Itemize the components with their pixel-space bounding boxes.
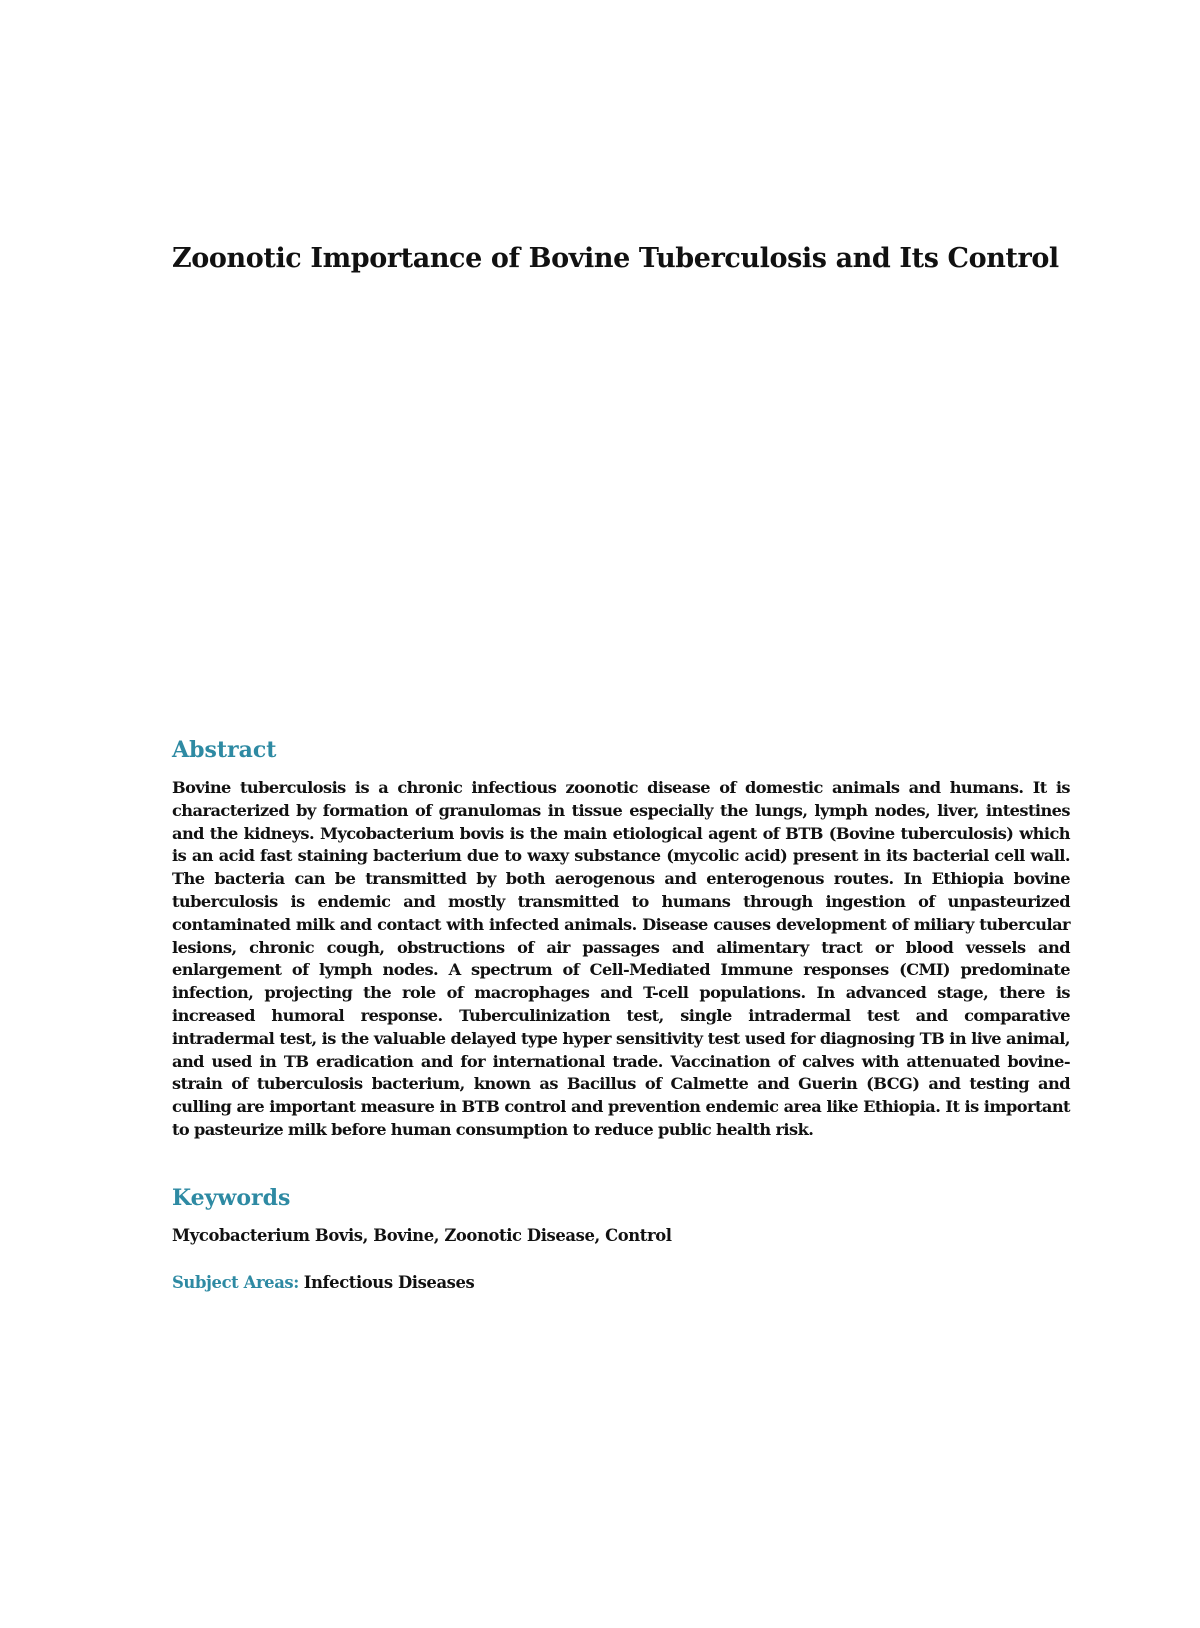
subject-areas-label: Subject Areas: [172, 1273, 299, 1292]
subject-areas [172, 1272, 474, 1294]
abstract-body: Bovine tuberculosis is a chronic infectious zoonotic disease of domestic animals and humans. It is characterized by formation of granulomas in tissue especially the lungs, lymph nodes, liver, intestines and the kidneys. Mycobacterium bovis is the main etiological agent of BTB (Bovine tuberculosis) which is an acid fast staining bacterium due to waxy substance (mycolic acid) present in its bacterial cell wall. The bacteria can be transmitted by both aerogenous and enterogenous routes. In Ethiopia bovine tuberculosis is endemic and mostly transmitted to humans through ingestion of unpasteurized contaminated milk and contact with infected animals. Disease causes development of miliary tubercular lesions, chronic cough, obstructions of air passages and alimentary tract or blood vessels and enlargement of lymph nodes. A spectrum of Cell-Mediated Immune responses (CMI) predominate infection, projecting the role of macrophages and T-cell populations. In advanced stage, there is increased humoral response. Tuberculinization test, single intradermal test and comparative intradermal test, is the valuable delayed type hyper sensitivity test used for diagnosing TB in live animal, and used in TB eradication and for international trade. Vaccination of calves with attenuated bovine-strain of tuberculosis bacterium, known as Bacillus of Calmette and Guerin (BCG) and testing and culling are important measure in BTB control and prevention endemic area like Ethiopia. It is important to pasteurize milk before human consumption to reduce public health risk. [172, 778, 1070, 1139]
subject-areas-value: Infectious Diseases [303, 1273, 475, 1292]
keywords-list: Mycobacterium Bovis, Bovine, Zoonotic Disease, Control [172, 1226, 672, 1245]
paper-title: Zoonotic Importance of Bovine Tuberculosis and Its Control [172, 243, 1059, 274]
abstract-heading: Abstract [172, 737, 277, 763]
keywords-heading: Keywords [172, 1185, 291, 1211]
